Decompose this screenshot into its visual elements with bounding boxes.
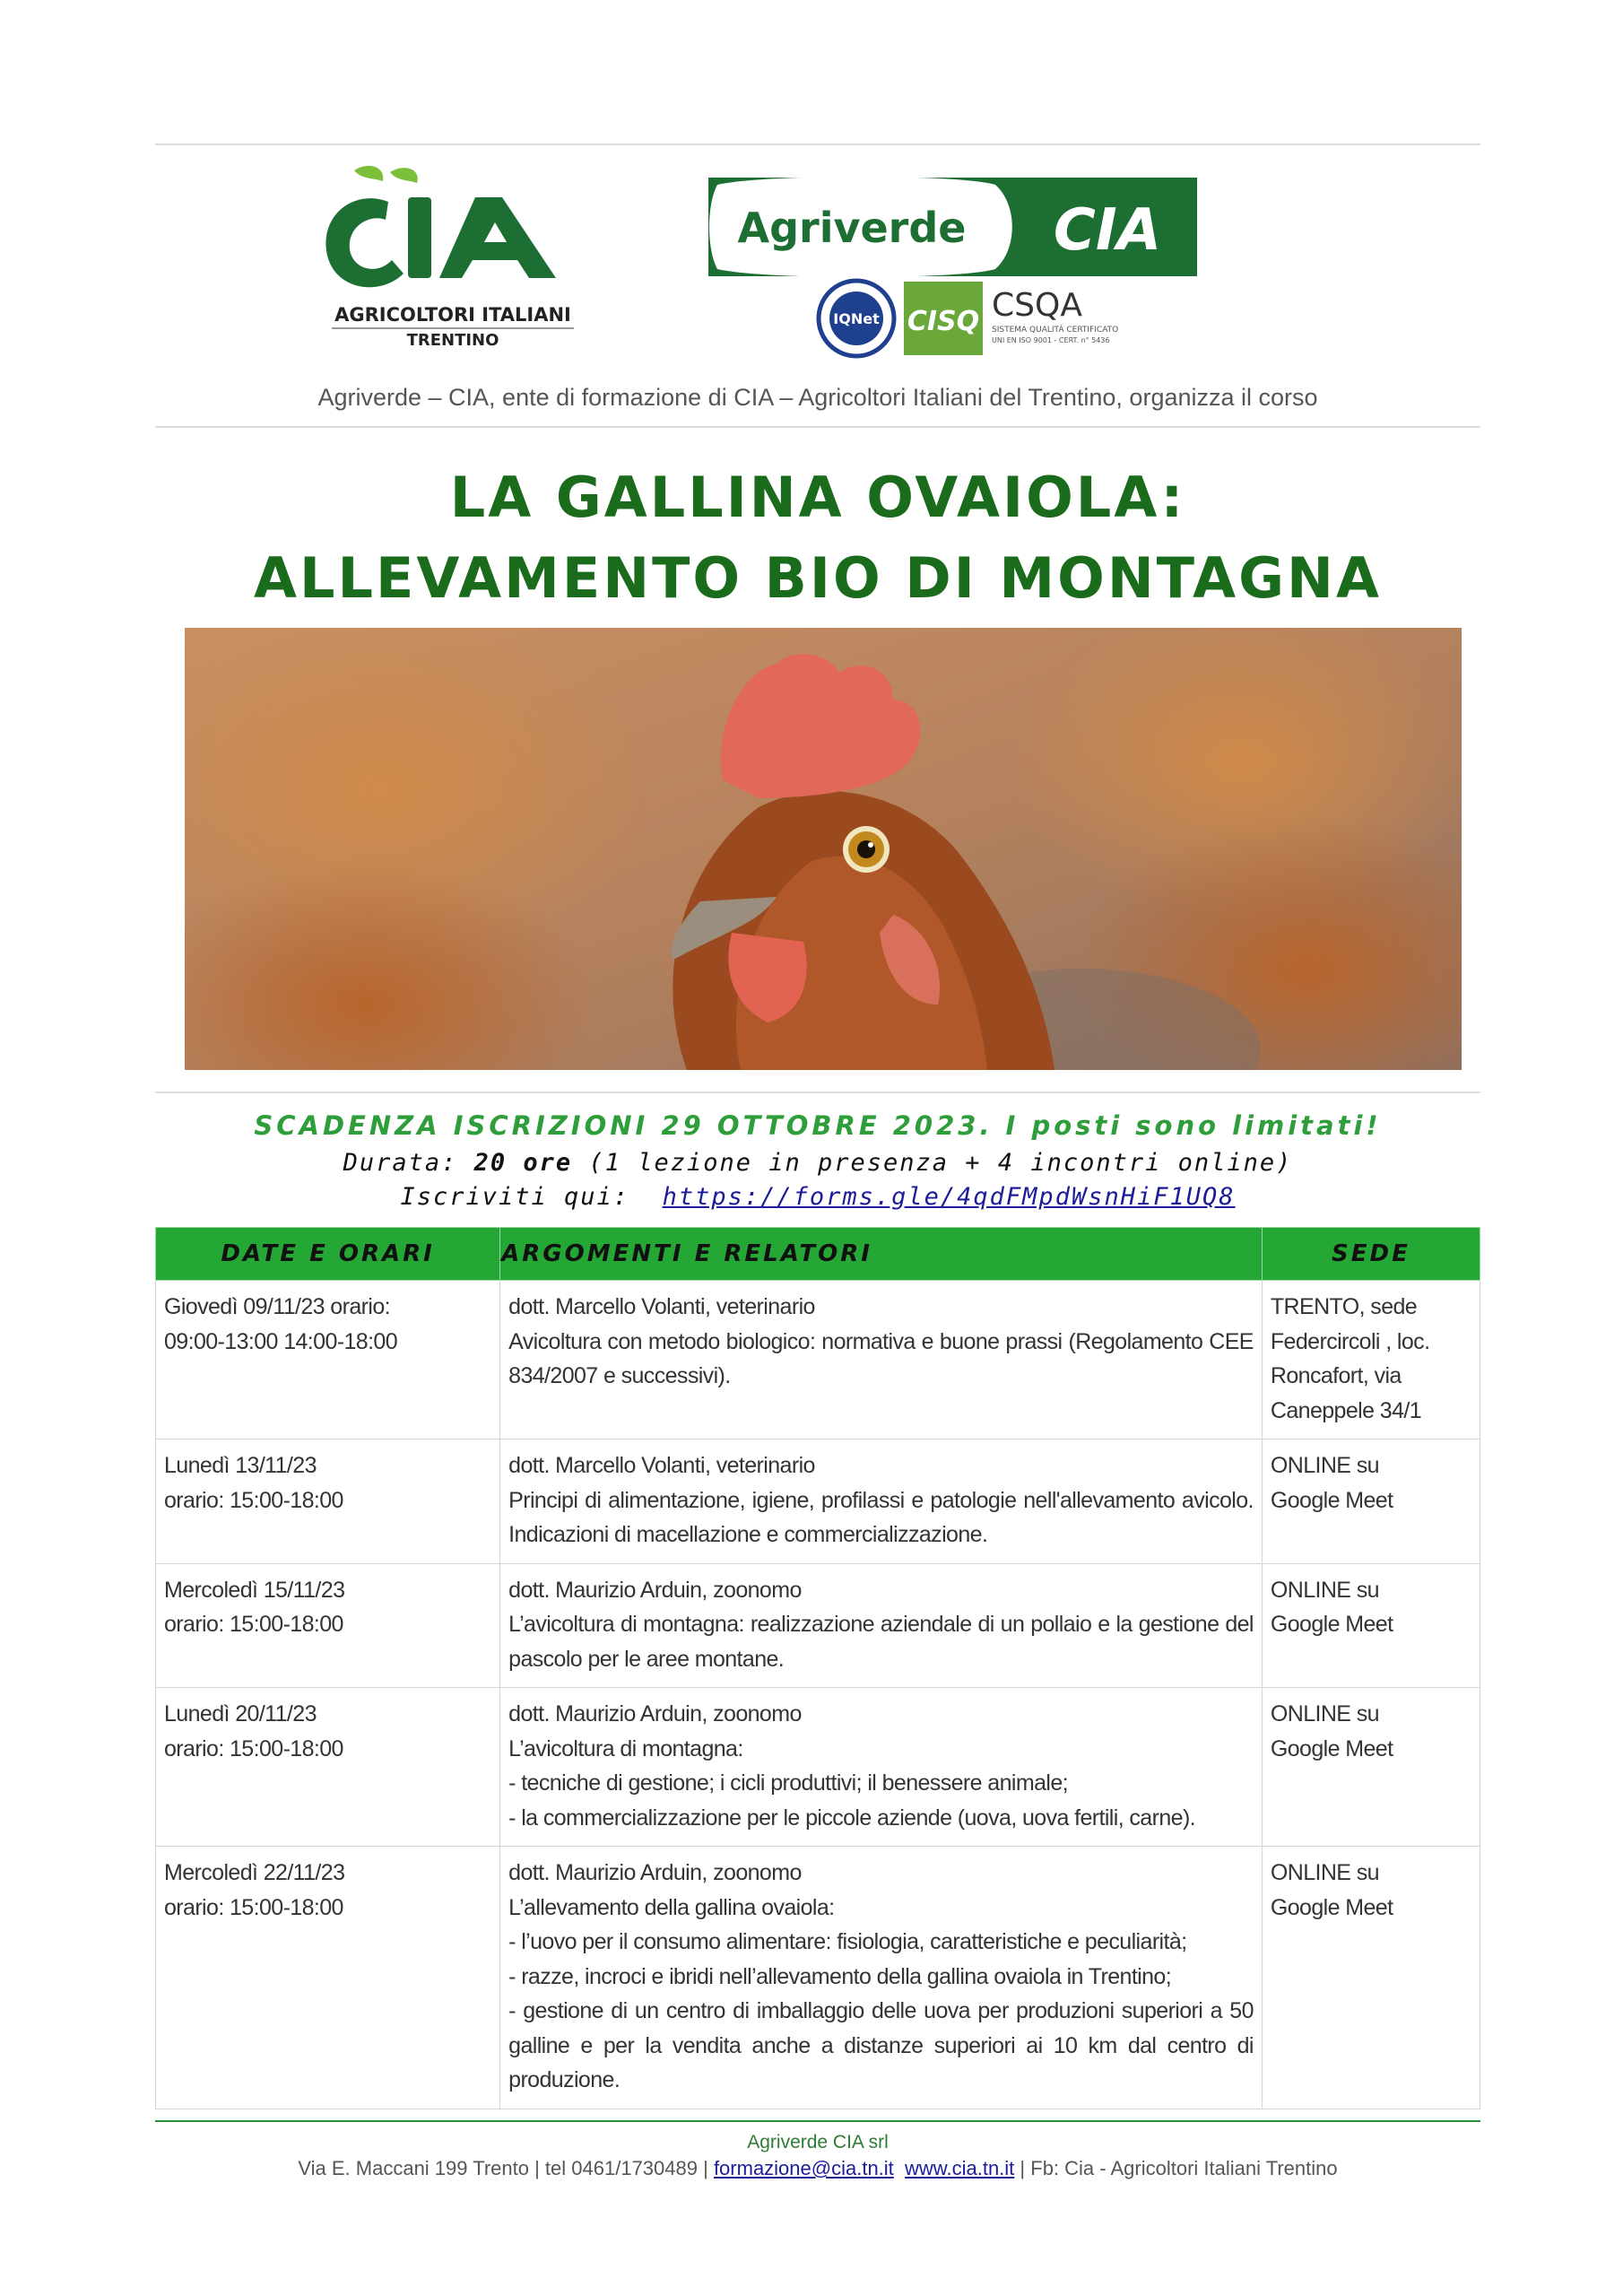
venue-cell: ONLINE su Google Meet	[1262, 1439, 1480, 1564]
svg-text:CSQA: CSQA	[992, 287, 1082, 324]
page-title	[155, 457, 1480, 619]
signup-line	[155, 1183, 1480, 1211]
schedule-table	[155, 1227, 1480, 2109]
venue-cell: ONLINE su Google Meet	[1262, 1563, 1480, 1688]
date-cell: Mercoledì 22/11/23 orario: 15:00-18:00	[156, 1847, 500, 2109]
footer-website-link[interactable]: www.cia.tn.it	[905, 2157, 1015, 2179]
svg-text:CIA: CIA	[1053, 197, 1162, 264]
date-cell: Lunedì 13/11/23 orario: 15:00-18:00	[156, 1439, 500, 1564]
course-duration	[155, 1149, 1480, 1177]
schedule-header-row	[156, 1228, 1480, 1281]
footer-facebook: | Fb: Cia - Agricoltori Italiani Trentino	[1020, 2157, 1338, 2179]
header-venue: SEDE	[1262, 1228, 1480, 1281]
footer-address: Via E. Maccani 199 Trento | tel 0461/1730489 |	[298, 2157, 708, 2179]
topic-cell: dott. Maurizio Arduin, zoonomo L’avicoltura di montagna: realizzazione aziendale di un pollaio e la gestione del pascolo per le aree montane.	[500, 1563, 1263, 1688]
venue-cell: ONLINE su Google Meet	[1262, 1847, 1480, 2109]
photo-rule	[155, 1091, 1480, 1093]
signup-label: Iscriviti qui:	[400, 1183, 630, 1211]
duration-note: (1 lezione in presenza + 4 incontri online)	[588, 1149, 1293, 1177]
topic-cell: dott. Maurizio Arduin, zoonomo L’avicoltura di montagna: - tecniche di gestione; i cicli produttivi; il benessere animale; - la commercializzazione per le piccole aziende (uova, uova fertili, carne).	[500, 1688, 1263, 1847]
topic-cell: dott. Marcello Volanti, veterinario Principi di alimentazione, igiene, profilassi e patologie nell'allevamento avicolo. Indicazioni di macellazione e commercializzazione.	[500, 1439, 1263, 1564]
svg-text:UNI EN ISO 9001 - CERT. n° 543: UNI EN ISO 9001 - CERT. n° 5436	[992, 336, 1110, 344]
footer-rule	[155, 2120, 1480, 2122]
svg-text:SISTEMA QUALITÀ CERTIFICATO: SISTEMA QUALITÀ CERTIFICATO	[992, 326, 1119, 335]
table-row	[156, 1563, 1480, 1688]
intro-rule	[155, 426, 1480, 428]
cia-logo	[318, 161, 587, 363]
header-topics: ARGOMENTI E RELATORI	[500, 1228, 1263, 1281]
intro-text: Agriverde – CIA, ente di formazione di CIA – Agricoltori Italiani del Trentino, organizza il corso	[317, 384, 1318, 411]
hen-photo	[185, 628, 1462, 1070]
title-line-1: LA GALLINA OVAIOLA:	[449, 465, 1186, 530]
svg-text:IQNet: IQNet	[833, 310, 880, 327]
table-row	[156, 1847, 1480, 2109]
venue-cell: ONLINE su Google Meet	[1262, 1688, 1480, 1847]
footer-company: Agriverde CIA srl	[747, 2132, 889, 2152]
svg-text:CISQ: CISQ	[907, 306, 980, 337]
venue-cell: TRENTO, sede Federcircoli , loc. Roncafort, via Caneppele 34/1	[1262, 1281, 1480, 1439]
top-rule	[155, 144, 1480, 145]
duration-label: Durata:	[343, 1149, 458, 1177]
table-row	[156, 1281, 1480, 1439]
svg-text:TRENTINO: TRENTINO	[406, 331, 499, 350]
topic-cell: dott. Maurizio Arduin, zoonomo L’allevamento della gallina ovaiola: - l’uovo per il consumo alimentare: fisiologia, caratteristiche e peculiarità; - razze, incroci e ibridi nell’allevamento della gallina ovaiola in Trentino; - gestione di un centro di imballaggio delle uova per produzioni superiori a 50 galline e per la vendita anche a distanze superiori ai 10 km dal centro di produzione.	[500, 1847, 1263, 2109]
date-cell: Giovedì 09/11/23 orario: 09:00-13:00 14:00-18:00	[156, 1281, 500, 1439]
header-dates: DATE E ORARI	[156, 1228, 500, 1281]
footer-contacts	[155, 2157, 1480, 2180]
agriverde-logo	[708, 178, 1197, 276]
date-cell: Mercoledì 15/11/23 orario: 15:00-18:00	[156, 1563, 500, 1688]
title-line-2: ALLEVAMENTO BIO DI MONTAGNA	[254, 545, 1382, 611]
registration-deadline: SCADENZA ISCRIZIONI 29 OTTOBRE 2023. I posti sono limitati!	[254, 1110, 1382, 1141]
certification-badges	[816, 278, 1121, 359]
svg-text:Agriverde: Agriverde	[737, 204, 967, 252]
date-cell: Lunedì 20/11/23 orario: 15:00-18:00	[156, 1688, 500, 1847]
footer-email-link[interactable]: formazione@cia.tn.it	[713, 2157, 894, 2179]
signup-link[interactable]: https://forms.gle/4qdFMpdWsnHiF1UQ8	[662, 1183, 1236, 1211]
table-row	[156, 1439, 1480, 1564]
duration-value: 20 ore	[473, 1149, 573, 1177]
svg-text:AGRICOLTORI ITALIANI: AGRICOLTORI ITALIANI	[334, 304, 571, 326]
table-row	[156, 1688, 1480, 1847]
topic-cell: dott. Marcello Volanti, veterinario Avicoltura con metodo biologico: normativa e buone prassi (Regolamento CEE 834/2007 e successivi).	[500, 1281, 1263, 1439]
